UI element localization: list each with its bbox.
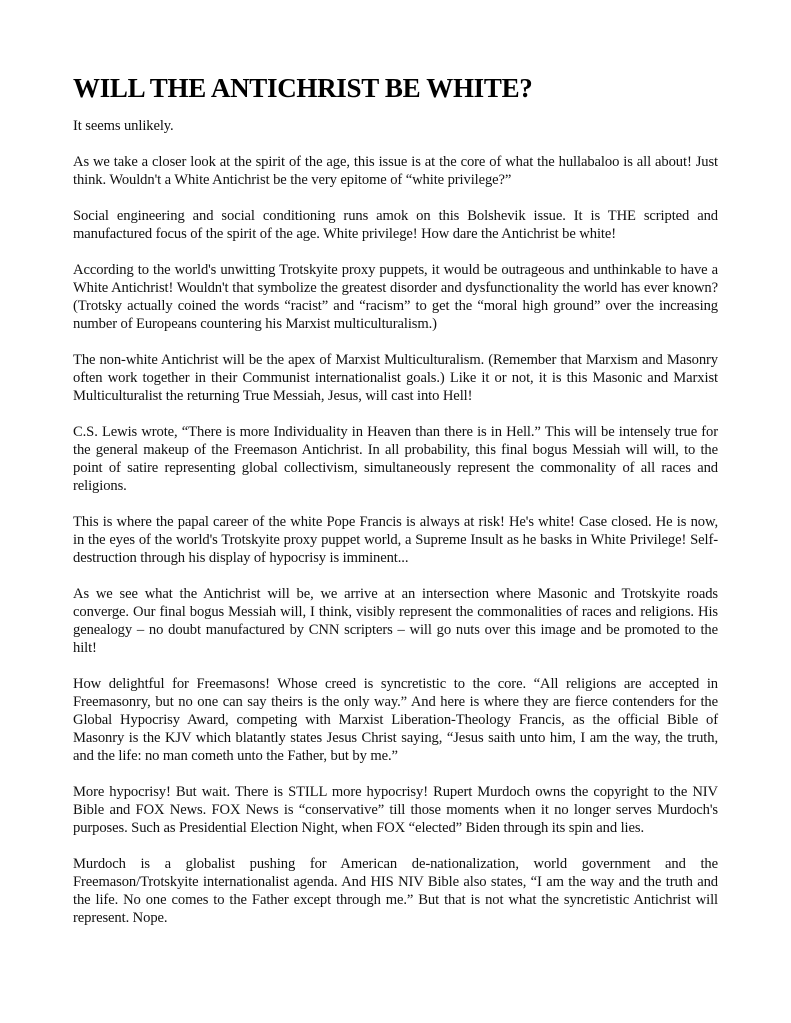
- paragraph: How delightful for Freemasons! Whose creed is syncretistic to the core. “All religions are accepted in Freemasonry, but no one can say theirs is the only way.” And here is where they are fierce contenders for the Global Hypocrisy Award, competing with Marxist Liberation-Theology Francis, as the official Bible of Masonry is the KJV which blatantly states Jesus Christ saying, “Jesus saith unto him, I am the way, the truth, and the life: no man cometh unto the Father, but by me.”: [73, 676, 718, 764]
- paragraph: More hypocrisy! But wait. There is STILL more hypocrisy! Rupert Murdoch owns the copyright to the NIV Bible and FOX News. FOX News is “conservative” till those moments when it no longer serves Murdoch's purposes. Such as Presidential Election Night, when FOX “elected” Biden through its spin and lies.: [73, 784, 718, 836]
- document-title: WILL THE ANTICHRIST BE WHITE?: [73, 73, 533, 103]
- paragraph: As we see what the Antichrist will be, we arrive at an intersection where Masonic and Trotskyite roads converge. Our final bogus Messiah will, I think, visibly represent the commonalities of races and religions. His genealogy – no doubt manufactured by CNN scripters – will go nuts over this image and be promoted to the hilt!: [73, 586, 718, 656]
- paragraph: This is where the papal career of the white Pope Francis is always at risk! He's white! Case closed. He is now, in the eyes of the world's Trotskyite proxy puppet world, a Supreme Insult as he basks in White Privilege! Self-destruction through his display of hypocrisy is imminent...: [73, 514, 718, 566]
- paragraph: According to the world's unwitting Trotskyite proxy puppets, it would be outrageous and unthinkable to have a White Antichrist! Wouldn't that symbolize the greatest disorder and dysfunctionality the world has ever known? (Trotsky actually coined the words “racist” and “racism” to get the “moral high ground” over the increasing number of Europeans countering his Marxist multiculturalism.): [73, 262, 718, 332]
- paragraph: As we take a closer look at the spirit of the age, this issue is at the core of what the hullabaloo is all about! Just think. Wouldn't a White Antichrist be the very epitome of “white privilege?”: [73, 154, 718, 188]
- paragraph: The non-white Antichrist will be the apex of Marxist Multiculturalism. (Remember that Marxism and Masonry often work together in their Communist internationalist goals.) Like it or not, it is this Masonic and Marxist Multiculturalist the returning True Messiah, Jesus, will cast into Hell!: [73, 352, 718, 404]
- paragraph: Social engineering and social conditioning runs amok on this Bolshevik issue. It is THE scripted and manufactured focus of the spirit of the age. White privilege! How dare the Antichrist be white!: [73, 208, 718, 242]
- paragraph-intro: It seems unlikely.: [73, 118, 174, 134]
- document-page: [73, 72, 718, 945]
- paragraph: Murdoch is a globalist pushing for American de-nationalization, world government and the Freemason/Trotskyite internationalist agenda. And HIS NIV Bible also states, “I am the way and the truth and the life. No one comes to the Father except through me.” But that is not what the syncretistic Antichrist will represent. Nope.: [73, 856, 718, 926]
- paragraph: C.S. Lewis wrote, “There is more Individuality in Heaven than there is in Hell.” This will be intensely true for the general makeup of the Freemason Antichrist. In all probability, this final bogus Messiah will will, to the point of satire representing global collectivism, simultaneously represent the commonality of all races and religions.: [73, 424, 718, 494]
